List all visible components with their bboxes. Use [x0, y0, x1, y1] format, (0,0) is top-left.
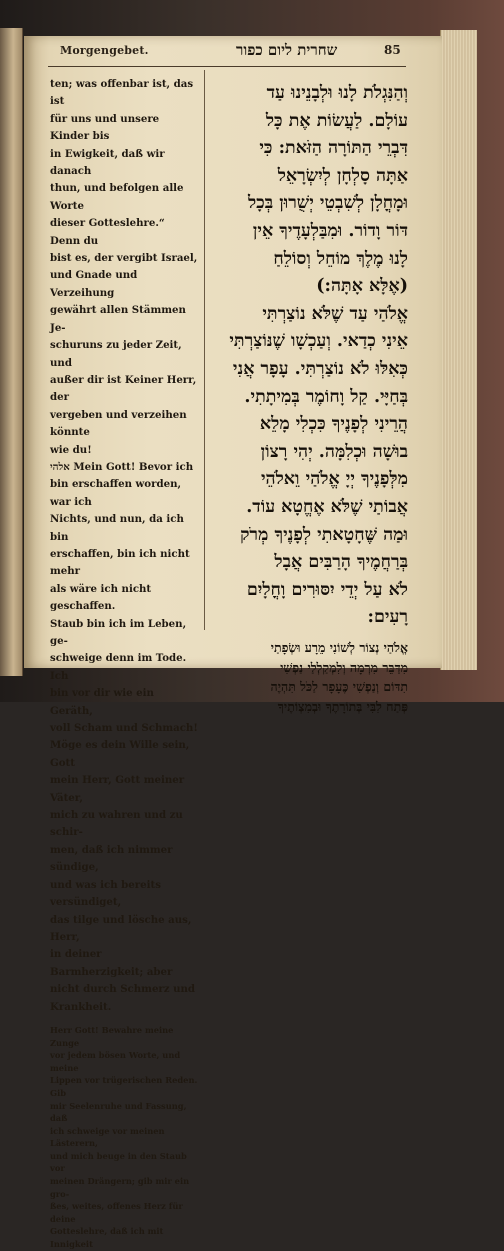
- german-main-text: [50, 76, 198, 1016]
- hebrew-line: בוּשָׁה וּכְלִמָּה. יְהִי רָצוֹן: [260, 441, 408, 462]
- german-line: bist es, der vergibt Israel,: [50, 252, 198, 265]
- german-line: das tilge und lösche aus, Herr,: [50, 913, 192, 943]
- german-line: vergeben und verzeihen könnte: [50, 408, 187, 439]
- german-small-line: ich schweige vor meinen Lästerern,: [50, 1125, 165, 1149]
- german-small-line: vor jedem bösen Worte, und meine: [50, 1050, 181, 1073]
- hebrew-line: כְּאִלּוּ לֹא נוֹצַרְתִּי. עָפָר אֲנִי: [232, 358, 408, 379]
- german-line: für uns und unsere Kinder bis: [50, 112, 160, 143]
- german-line: bin vor dir wie ein Geräth,: [50, 687, 154, 717]
- german-line: als wäre ich nicht geschaffen.: [50, 582, 152, 613]
- hebrew-line: לָנוּ מֶלֶךְ מוֹחֵל וְסוֹלֵחַ: [273, 248, 408, 269]
- german-line: אלהי Mein Gott! Bevor ich: [50, 460, 194, 473]
- german-line: dieser Gotteslehre.“ Denn du: [50, 217, 165, 247]
- hebrew-line: בְּחַיָּי. קַל וָחוֹמֶר בְּמִיתָתִי.: [244, 386, 408, 407]
- german-line: gewährt allen Stämmen Je-: [50, 304, 186, 334]
- german-small-line: Gotteslehre, daß ich mit Innigkeit: [50, 1226, 164, 1250]
- german-line: wie du!: [50, 443, 92, 456]
- hebrew-line: וְהַנִּגְלֹת לָנוּ וּלְבָנֵינוּ עַד: [266, 83, 408, 103]
- hebrew-line: דּוֹר וָדוֹר. וּמִבַּלְעָדֶיךָ אֵין: [252, 220, 408, 241]
- hebrew-small-line: תִדּוֹם וְנַפְשִׁי כֶּעָפָר לַכֹּל תִּהְיֶה: [270, 679, 408, 695]
- hebrew-line: בְּרַחֲמֶיךָ הָרַבִּים אֲבָל: [274, 552, 408, 573]
- page-number: 85: [384, 43, 401, 57]
- german-line: mich zu wahren und zu schir-: [50, 809, 183, 839]
- hebrew-small-line: מִדַּבֵּר מִרְמָה וְלִמְקַלְלַי נַפְשִׁי: [280, 659, 408, 675]
- hebrew-small-line: פְּתַח לִבִּי בְּתוֹרָתֶךָ וּבְמִצְוֹתֶיךָ: [277, 699, 408, 715]
- german-running-head: Morgengebet.: [60, 44, 149, 57]
- german-line: Staub bin ich im Leben, ge-: [50, 617, 187, 647]
- german-small-line: Herr Gott! Bewahre meine Zunge: [50, 1024, 174, 1048]
- german-line: in Ewigkeit, daß wir danach: [50, 147, 165, 178]
- hebrew-line: אֲבוֹתַי שֶׁלֹּא אֶחֱטָא עוֹד.: [246, 496, 408, 517]
- hebrew-line: וּמָחֳלָן לְשִׁבְטֵי יְשֻׁרוּן בְּכָל: [248, 193, 408, 214]
- german-line: men, daß ich nimmer sündige,: [50, 843, 173, 874]
- hebrew-line: הֲרֵינִי לְפָנֶיךָ כִּכְלִי מָלֵא: [259, 414, 408, 435]
- hebrew-line: אֱלֹהַי עַד שֶׁלֹּא נוֹצַרְתִּי: [262, 303, 408, 324]
- hebrew-column: [212, 80, 408, 717]
- hebrew-line: וּמַה שֶּׁחָטָאתִי לְפָנֶיךָ מְרֹק: [240, 524, 408, 545]
- german-line: schuruns zu jeder Zeit, und: [50, 339, 182, 369]
- facing-page-edge: [0, 28, 23, 676]
- hebrew-line: (אֶלָּא אָתָּה:): [316, 276, 408, 297]
- hebrew-small-line: אֱלֹהַי נְצוֹר לְשׁוֹנִי מֵרָע וּשְׂפָתַי: [270, 639, 408, 655]
- german-line: voll Scham und Schmach!: [50, 722, 198, 735]
- german-line: erschaffen, bin ich nicht mehr: [50, 547, 190, 578]
- page-block-edges: [440, 30, 477, 670]
- german-line: Krankheit.: [50, 1000, 112, 1013]
- german-line: mein Herr, Gott meiner Väter,: [50, 774, 185, 804]
- german-small-text: [50, 1024, 198, 1251]
- german-line: ten; was offenbar ist, das ist: [50, 78, 194, 108]
- german-line: nicht durch Schmerz und: [50, 983, 196, 996]
- german-line: und Gnade und Verzeihung: [50, 269, 138, 299]
- german-small-line: Lippen vor trügerischen Reden. Gib: [50, 1075, 198, 1098]
- hebrew-line: אֵינִי כְדַאי. וְעַכְשָׁו שֶׁנּוֹצַרְתִּי: [229, 331, 408, 352]
- hebrew-line: רָעִים:: [367, 607, 408, 628]
- hebrew-line: דִּבְרֵי הַתּוֹרָה הַזֹּאת: כִּי: [259, 138, 408, 159]
- german-small-line: und mich beuge in den Staub vor: [50, 1150, 187, 1174]
- german-line: Möge es dein Wille sein, Gott: [50, 739, 190, 769]
- german-line: in deiner Barmherzigkeit; aber: [50, 948, 173, 978]
- german-small-line: ßes, weites, offenes Herz für deine: [50, 1201, 183, 1224]
- german-line: und was ich bereits versündiget,: [50, 878, 161, 909]
- hebrew-line: מִלְּפָנֶיךָ יְיָ אֱלֹהַי וֵאלֹהֵי: [260, 469, 408, 490]
- german-line: bin erschaffen worden, war ich: [50, 478, 182, 508]
- german-line: schweige denn im Tode. Ich: [50, 652, 187, 682]
- german-line: außer dir ist Keiner Herr, der: [50, 373, 197, 404]
- german-small-line: mir Seelenruhe und Fassung, daß: [50, 1100, 187, 1124]
- german-column: [50, 76, 198, 1251]
- hebrew-running-head: שחרית ליום כפור: [236, 41, 338, 59]
- german-line: Nichts, und nun, da ich bin: [50, 513, 184, 543]
- hebrew-line: אַתָּה סָלְחָן לְיִשְׂרָאֵל: [277, 165, 408, 186]
- german-line: thun, und befolgen alle Worte: [50, 182, 184, 212]
- column-divider: [204, 70, 205, 630]
- hebrew-line: לֹא עַל יְדֵי יִסּוּרִים וָחֳלָיִם: [246, 579, 408, 600]
- german-small-line: meinen Drängern; gib mir ein gro-: [50, 1176, 190, 1199]
- hebrew-line: עוֹלָם. לַעֲשׂוֹת אֶת כָּל: [265, 110, 408, 131]
- header-rule: [48, 66, 406, 67]
